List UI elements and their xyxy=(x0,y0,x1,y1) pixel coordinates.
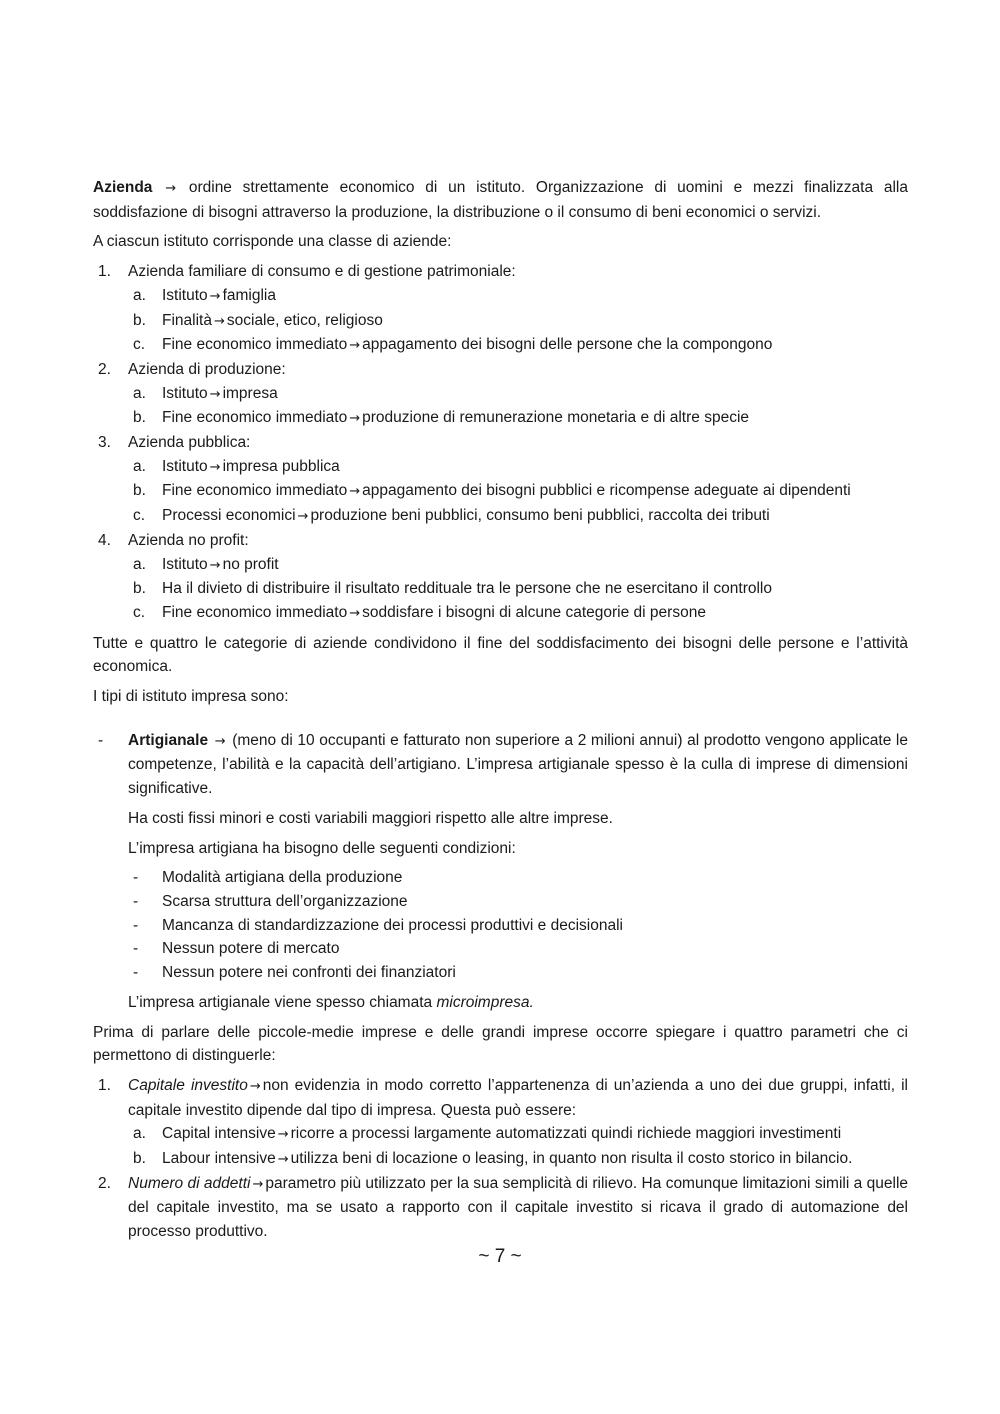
classes-intro: A ciascun istituto corrisponde una classe di aziende: xyxy=(93,233,452,251)
arrow-icon: → xyxy=(209,557,221,573)
class-title: Azienda no profit: xyxy=(128,531,249,549)
sub-item-value: Ha il divieto di distribuire il risultato reddituale tra le persone che ne esercitano il controllo xyxy=(162,580,772,598)
sub-item-value: sociale, etico, religioso xyxy=(226,311,383,329)
arrow-icon: → xyxy=(209,459,221,475)
condition-item xyxy=(93,937,908,961)
sub-item-value: famiglia xyxy=(222,286,276,304)
arrow-icon: → xyxy=(252,1176,264,1192)
list-number: 3. xyxy=(98,434,111,452)
term-artigianale: Artigianale xyxy=(128,731,209,749)
artigianale-costs: Ha costi fissi minori e costi variabili maggiori rispetto alle altre imprese. xyxy=(128,809,613,827)
arrow-icon: → xyxy=(349,411,361,427)
list-dash: - xyxy=(98,731,104,749)
sub-list-marker: b. xyxy=(133,482,146,500)
microimpresa-note xyxy=(93,991,908,1015)
param-term: Numero di addetti xyxy=(128,1174,251,1192)
sub-list-item xyxy=(93,1122,908,1147)
list-dash: - xyxy=(133,916,139,934)
sub-item-key: Fine economico immediato xyxy=(162,336,348,354)
sub-item-value: impresa xyxy=(222,384,278,402)
condition-item xyxy=(93,890,908,914)
sub-item-key: Fine economico immediato xyxy=(162,409,348,427)
arrow-icon: → xyxy=(249,1078,261,1094)
sub-item-value: produzione di remunerazione monetaria e di altre specie xyxy=(362,409,750,427)
list-dash: - xyxy=(133,940,139,958)
sub-item-key: Istituto xyxy=(162,384,208,402)
class-item xyxy=(93,431,908,455)
types-intro: I tipi di istituto impresa sono: xyxy=(93,688,289,706)
sub-item-key: Processi economici xyxy=(162,507,296,525)
class-item xyxy=(93,358,908,382)
sub-item-value: appagamento dei bisogni delle persone che la compongono xyxy=(362,336,773,354)
term-azienda: Azienda xyxy=(93,179,153,196)
sub-list-item xyxy=(93,406,908,431)
arrow-icon: → xyxy=(209,288,221,304)
sub-list-item xyxy=(93,504,908,529)
sub-item-value: appagamento dei bisogni pubblici e ricompense adeguate ai dipendenti xyxy=(362,482,851,500)
list-number: 1. xyxy=(98,263,111,281)
list-number: 4. xyxy=(98,531,111,549)
arrow-icon: → xyxy=(349,338,361,354)
sub-item-key: Istituto xyxy=(162,457,208,475)
sub-list-marker: c. xyxy=(133,336,146,354)
list-number: 2. xyxy=(98,360,111,378)
arrow-icon: → xyxy=(297,509,309,525)
sub-list-item xyxy=(93,577,908,601)
sub-item-key: Istituto xyxy=(162,286,208,304)
arrow-icon: → xyxy=(214,733,226,749)
sub-item-key: Labour intensive xyxy=(162,1150,276,1168)
document-body xyxy=(93,176,908,1244)
sub-list-marker: b. xyxy=(133,311,146,329)
sub-item-key: Fine economico immediato xyxy=(162,482,348,500)
param-term: Capitale investito xyxy=(128,1076,248,1094)
sub-list-marker: b. xyxy=(133,409,146,427)
azienda-definition xyxy=(93,176,908,224)
sub-list-marker: c. xyxy=(133,507,146,525)
arrow-icon: → xyxy=(209,386,221,402)
condition-item xyxy=(93,914,908,938)
arrow-icon: → xyxy=(277,1127,289,1143)
list-dash: - xyxy=(133,892,139,910)
arrow-icon: → xyxy=(349,605,361,621)
microimpresa-term: microimpresa. xyxy=(436,993,534,1011)
sub-item-value: utilizza beni di locazione o leasing, in quanto non risulta il costo storico in bilancio. xyxy=(290,1150,853,1168)
sub-list-marker: a. xyxy=(133,555,146,573)
sub-item-key: Finalità xyxy=(162,311,212,329)
condition-text: Mancanza di standardizzazione dei processi produttivi e decisionali xyxy=(162,916,623,934)
sub-list-marker: a. xyxy=(133,457,146,475)
sub-item-key: Fine economico immediato xyxy=(162,603,348,621)
classes-list xyxy=(93,260,908,626)
sub-item-value: produzione beni pubblici, consumo beni pubblici, raccolta dei tributi xyxy=(310,507,770,525)
sub-list-item xyxy=(93,553,908,578)
list-number: 1. xyxy=(98,1076,111,1094)
sub-item-value: soddisfare i bisogni di alcune categorie di persone xyxy=(362,603,706,621)
condition-item xyxy=(93,866,908,890)
condition-text: Nessun potere di mercato xyxy=(162,940,340,958)
arrow-icon: → xyxy=(165,181,177,196)
arrow-icon: → xyxy=(277,1152,289,1168)
type-artigianale xyxy=(93,729,908,801)
params-intro: Prima di parlare delle piccole-medie imprese e delle grandi imprese occorre spiegare i quattro parametri che ci permettono di distinguerle: xyxy=(93,1023,908,1065)
condition-text: Nessun potere nei confronti dei finanziatori xyxy=(162,964,456,982)
class-title: Azienda di produzione: xyxy=(128,360,286,378)
sub-list-item xyxy=(93,1147,908,1172)
page-number: ~ 7 ~ xyxy=(478,1246,522,1267)
sub-item-value: no profit xyxy=(222,555,279,573)
list-dash: - xyxy=(133,869,139,887)
spacer xyxy=(93,715,908,729)
arrow-icon: → xyxy=(349,484,361,500)
sub-list-marker: c. xyxy=(133,603,146,621)
param-item xyxy=(93,1074,908,1122)
params-list xyxy=(93,1074,908,1244)
sub-item-value: impresa pubblica xyxy=(222,457,340,475)
artigianale-conditions-list xyxy=(93,866,908,985)
sub-list-marker: b. xyxy=(133,580,146,598)
class-title: Azienda pubblica: xyxy=(128,434,251,452)
shared-purpose-text: Tutte e quattro le categorie di aziende condividono il fine del soddisfacimento dei bisogni delle persone e l’attività economica. xyxy=(93,634,908,676)
param-item xyxy=(93,1172,908,1244)
sub-list-item xyxy=(93,479,908,504)
sub-item-key: Capital intensive xyxy=(162,1125,276,1143)
sub-list-marker: b. xyxy=(133,1150,146,1168)
artigianale-conditions-intro: L’impresa artigiana ha bisogno delle seguenti condizioni: xyxy=(128,839,516,857)
condition-text: Modalità artigiana della produzione xyxy=(162,869,403,887)
class-item xyxy=(93,260,908,284)
param-text: parametro più utilizzato per la sua semplicità di rilievo. Ha comunque limitazioni simili a quelle del capitale investito, ma se usato a rapporto con il capitale investito si ricava il grado di automazione del processo produttivo. xyxy=(128,1174,909,1241)
condition-text: Scarsa struttura dell’organizzazione xyxy=(162,892,408,910)
sub-list-item xyxy=(93,284,908,309)
sub-item-key: Istituto xyxy=(162,555,208,573)
sub-list-item xyxy=(93,333,908,358)
microimpresa-prefix: L’impresa artigianale viene spesso chiamata xyxy=(128,993,433,1011)
artigianale-text: (meno di 10 occupanti e fatturato non superiore a 2 milioni annui) al prodotto vengono applicate le competenze, l’abilità e la capacità dell’artigiano. L’impresa artigianale spesso è la culla di imprese di dimensioni significative. xyxy=(128,731,908,798)
sub-list-marker: a. xyxy=(133,286,146,304)
arrow-icon: → xyxy=(213,313,225,329)
list-dash: - xyxy=(133,964,139,982)
sub-list-marker: a. xyxy=(133,384,146,402)
sub-list-marker: a. xyxy=(133,1125,146,1143)
azienda-definition-text: ordine strettamente economico di un istituto. Organizzazione di uomini e mezzi finalizzata alla soddisfazione di bisogni attraverso la produzione, la distribuzione o il consumo di beni economici o servizi. xyxy=(93,179,908,221)
class-item xyxy=(93,529,908,553)
sub-list-item xyxy=(93,455,908,480)
sub-item-value: ricorre a processi largamente automatizzati quindi richiede maggiori investimenti xyxy=(290,1125,842,1143)
list-number: 2. xyxy=(98,1174,111,1192)
sub-list-item xyxy=(93,309,908,334)
condition-item xyxy=(93,961,908,985)
sub-list-item xyxy=(93,382,908,407)
class-title: Azienda familiare di consumo e di gestione patrimoniale: xyxy=(128,263,516,281)
param-text: non evidenzia in modo corretto l’appartenenza di un’azienda a uno dei due gruppi, infatti, il capitale investito dipende dal tipo di impresa. Questa può essere: xyxy=(128,1076,908,1119)
sub-list-item xyxy=(93,601,908,626)
